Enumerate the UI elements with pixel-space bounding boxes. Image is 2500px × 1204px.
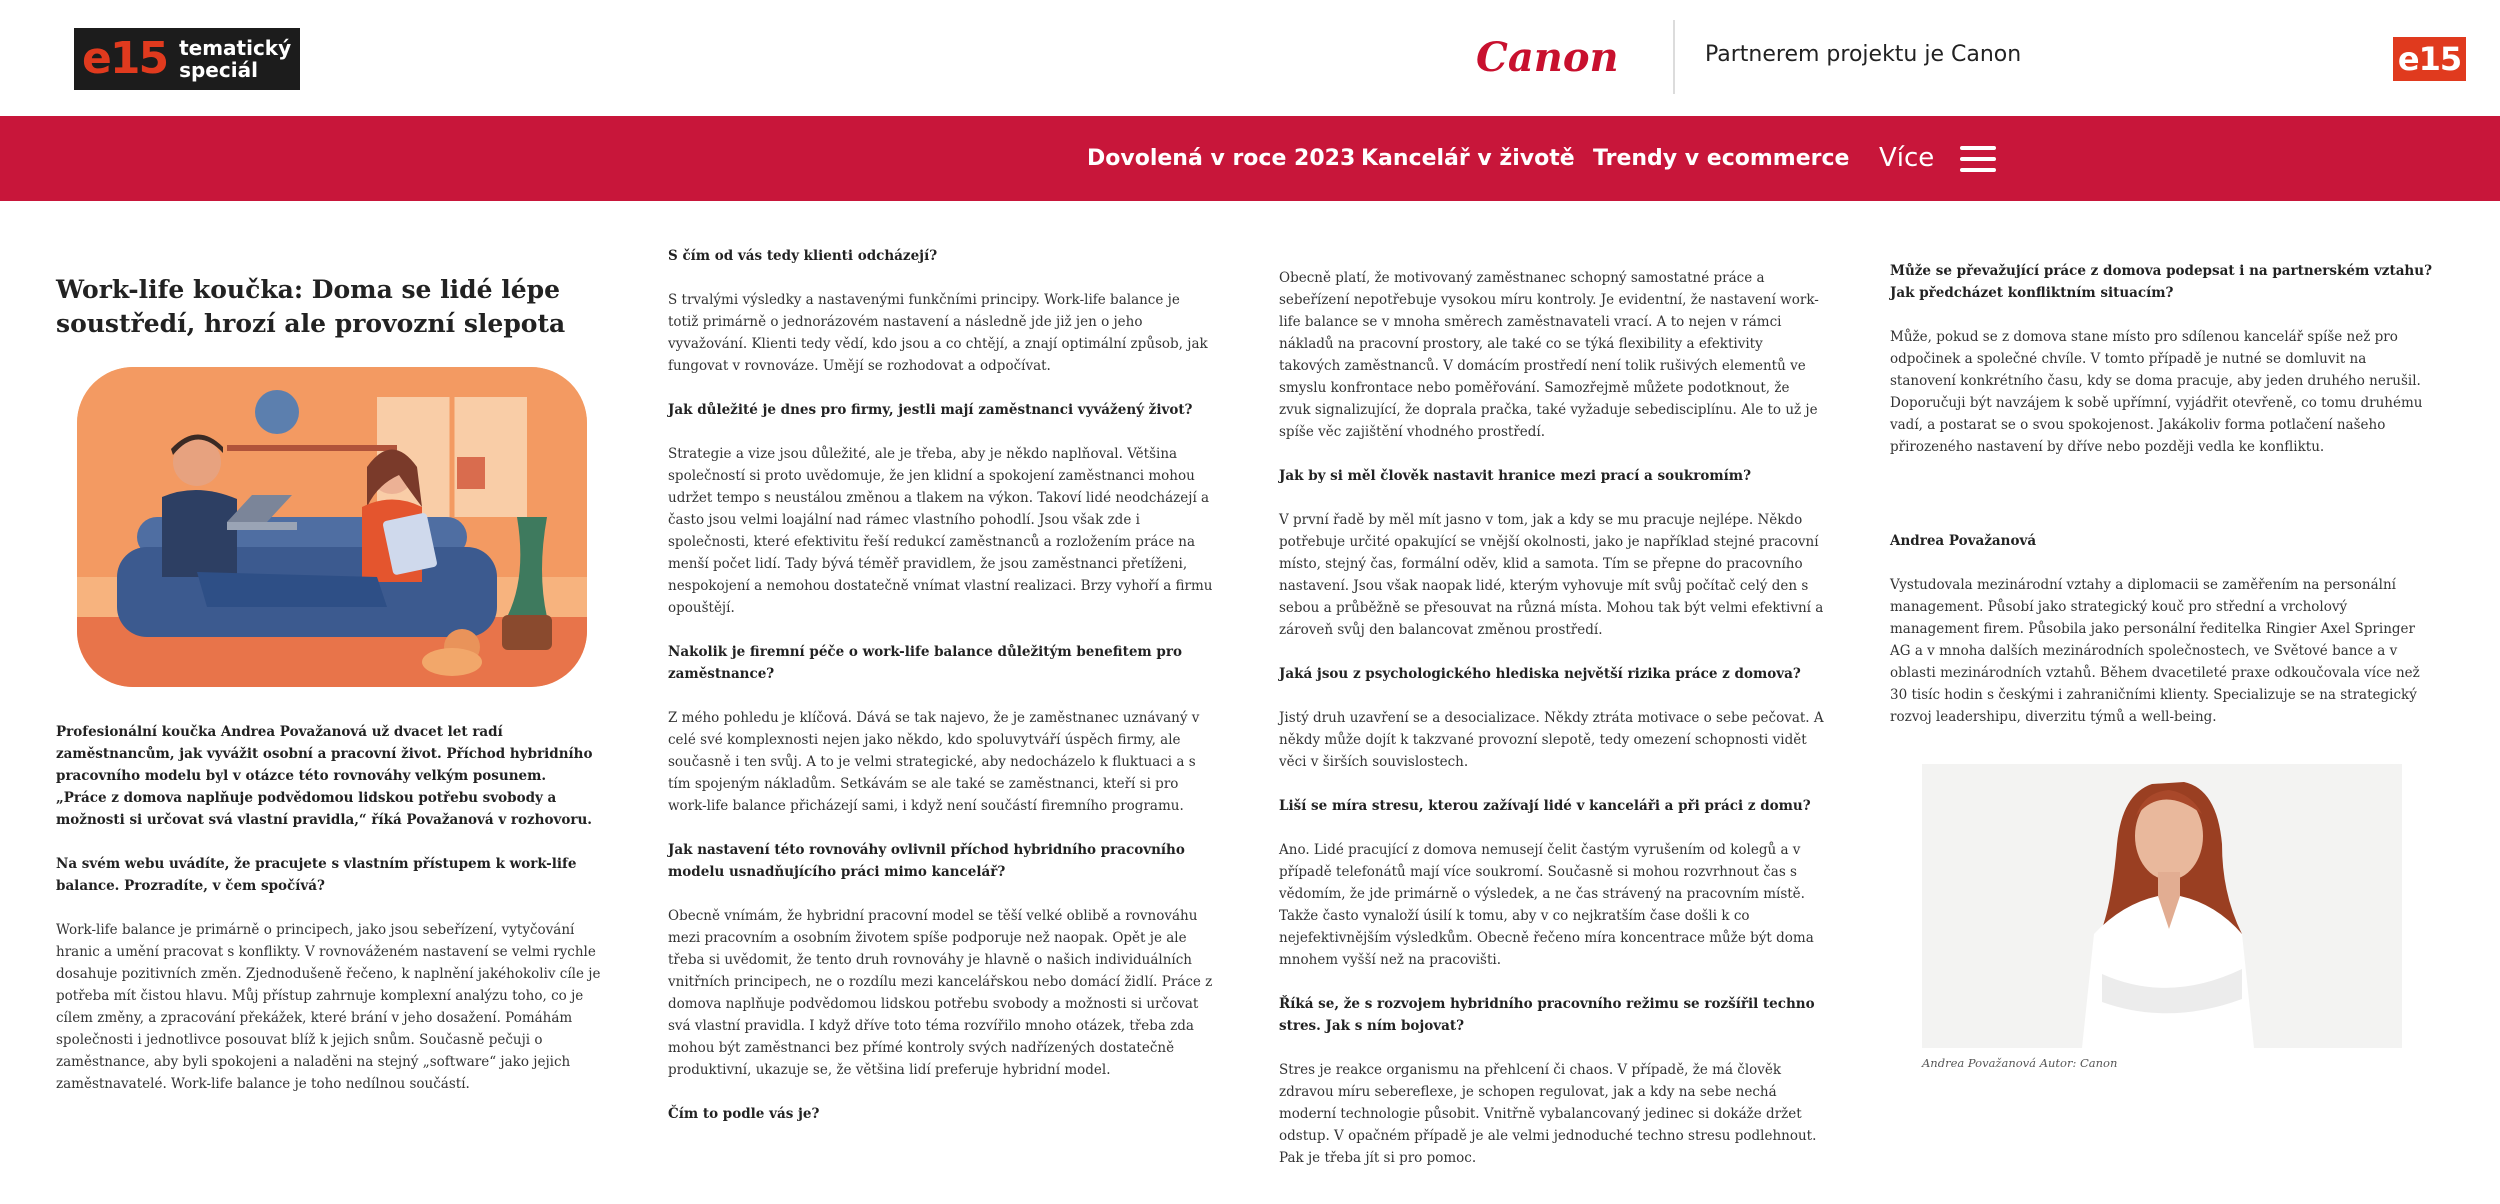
author-bio: Vystudovala mezinárodní vztahy a diplomacii se zaměřením na personální management. Působí jako strategický kouč pro střední a vrcholový management firem. Působila jako personální ředitelka Ringier Axel Springer AG a v mnoha dalších mezinárodních společnostech, ve Světové bance a v oblasti mezinárodních vztahů. Během dvacetileté praxe odkoučovala více než 30 tisíc hodin s českými i zahraničními klienty. Specializuje se na strategický rozvoj leadershipu, diverzitu týmů a well-being. xyxy=(1890,577,2420,725)
interview-question: Říká se, že s rozvojem hybridního pracovního režimu se rozšířil techno stres. Jak s ním bojovat? xyxy=(1279,996,1815,1034)
interview-answer: Ano. Lidé pracující z domova nemusejí čelit častým vyrušením od kolegů a v případě telefonátů mají více soukromí. Současně si mohou rozvrhnout čas s vědomím, že jde primárně o výsledek, a ne čas strávený na pracovním místě. Takže často vynaloží úsilí k tomu, aby v co nejkratším čase došli k co nejefektivnějším výsledkům. Obecně řečeno míra koncentrace může být doma mnohem vyšší než na pracovišti. xyxy=(1279,842,1814,968)
main-nav xyxy=(0,116,2500,201)
interview-question: S čím od vás tedy klienti odcházejí? xyxy=(668,248,938,264)
interview-question: Může se převažující práce z domova podepsat i na partnerském vztahu? Jak předcházet konfliktním situacím? xyxy=(1890,263,2432,301)
author-portrait xyxy=(1922,764,2402,1048)
article-lead: Profesionální koučka Andrea Považanová už dvacet let radí zaměstnancům, jak vyvážit osobní a pracovní život. Příchod hybridního pracovního modelu byl v otázce této rovnováhy velkým posunem. „Práce z domova naplňuje podvědomou lidskou potřebu svobody a možnosti si určovat svá vlastní pravidla,“ říká Považanová v rozhovoru. xyxy=(56,724,593,828)
column-spacer xyxy=(1890,480,2435,530)
article-column-1 xyxy=(56,245,601,1117)
article-column-3 xyxy=(1279,267,1824,1191)
interview-question: Jaká jsou z psychologického hlediska největší rizika práce z domova? xyxy=(1279,666,1801,682)
partner-text: Partnerem projektu je Canon xyxy=(1705,42,2022,67)
interview-answer: Obecně platí, že motivovaný zaměstnanec schopný samostatné práce a sebeřízení nepotřebuje vysokou míru kontroly. Je evidentní, že nastavení work-life balance se v mnoha směrech zaměstnavateli vrací. A to nejen v rámci nákladů na pracovní prostory, ale také co se týká flexibility a efektivity takových zaměstnanců. V domácím prostředí není tolik rušivých elementů ve smyslu konfrontace nebo poměřování. Samozřejmě můžete podotknout, že zvuk signalizující, že doprala pračka, také vyžaduje sebedisciplínu. Ale to už je spíše věc zajištění vhodného prostředí. xyxy=(1279,270,1819,440)
interview-answer: Stres je reakce organismu na přehlcení či chaos. V případě, že má člověk zdravou míru sebereflexe, je schopen regulovat, jak a kdy na sebe nechá moderní technologie působit. Vnitřně vybalancovaný jedinec si dokáže držet odstup. V opačném případě je ale velmi jednoduché techno stresu podlehnout. Pak je třeba jít si pro pomoc. xyxy=(1279,1062,1817,1166)
logo-subtitle xyxy=(179,37,291,81)
nav-item-kancelar[interactable]: Kancelář v životě xyxy=(1361,146,1575,171)
nav-item-dovolena[interactable]: Dovolená v roce 2023 xyxy=(1087,146,1356,171)
nav-item-trendy[interactable]: Trendy v ecommerce xyxy=(1593,146,1850,171)
interview-answer: Jistý druh uzavření se a desocializace. Někdy ztráta motivace o sebe pečovat. A někdy může dojít k takzvané provozní slepotě, tedy omezení schopnosti vidět věci v širších souvislostech. xyxy=(1279,710,1824,770)
e15-logo-mark: e15 xyxy=(82,33,168,84)
article-illustration xyxy=(77,367,587,687)
author-name: Andrea Považanová xyxy=(1890,533,2037,549)
interview-answer: Work-life balance je primárně o principech, jako jsou sebeřízení, vytyčování hranic a umění pracovat s konflikty. V rovnováženém nastavení se velmi rychle dosahuje pozitivních změn. Zjednodušeně řečeno, k naplnění jakéhokoliv cíle je potřeba mít čistou hlavu. Můj přístup zahrnuje komplexní analýzu toho, co je cílem změny, a zpracování překážek, které brání v jeho dosažení. Pomáhám společnosti i jednotlivce posouvat blíž k jejich snům. Současně pečuji o zaměstnance, aby byli spokojeni a naladěni na stejný „software“ jako jejich zaměstnavatelé. Work-life balance je toho nedílnou součástí. xyxy=(56,922,601,1092)
interview-question: Nakolik je firemní péče o work-life balance důležitým benefitem pro zaměstnance? xyxy=(668,644,1182,682)
author-photo xyxy=(1922,764,2402,1048)
interview-question: Jak nastavení této rovnováhy ovlivnil příchod hybridního pracovního modelu usnadňujícího práci mimo kancelář? xyxy=(668,842,1185,880)
interview-answer: Strategie a vize jsou důležité, ale je třeba, aby je někdo naplňoval. Většina společností si proto uvědomuje, že jen klidní a spokojení zaměstnanci mohou udržet tempo s neustálou změnou a tlakem na výkon. Takoví lidé neodcházejí a často jsou velmi loajální nad rámec vlastního pohodlí. Jsou však zde i společnosti, které efektivitu řeší redukcí zaměstnanců a rozložením práce na menší počet lidí. Tady bývá téměř pravidlem, že jsou zaměstnanci přetíženi, nespokojení a nemohou dostatečně vnímat vlastní realizaci. Brzy vyhoří a firmu opouštějí. xyxy=(668,446,1213,616)
interview-question: Liší se míra stresu, kterou zažívají lidé v kanceláři a při práci z domu? xyxy=(1279,798,1811,814)
interview-question: Jak by si měl člověk nastavit hranice mezi prací a soukromím? xyxy=(1279,468,1751,484)
logo-subtitle-line-1: tematický xyxy=(179,36,292,60)
hamburger-icon[interactable] xyxy=(1960,146,1996,172)
e15-tematicky-logo[interactable] xyxy=(74,28,300,90)
interview-answer: Může, pokud se z domova stane místo pro sdílenou kancelář spíše než pro odpočinek a společné chvíle. V tomto případě je nutné se domluvit na stanovení konkrétního času, kdy se doma pracuje, aby jeden druhého nerušil. Doporučuji být navzájem k sobě upřímní, vyjádřit otevřeně, co tomu druhému vadí, a postarat se o svou spokojenost. Jakákoliv forma potlačení našeho přirozeného nastavení by dříve nebo později vedla ke konfliktu. xyxy=(1890,329,2423,455)
work-from-home-illustration xyxy=(77,367,587,687)
photo-caption: Andrea Považanová Autor: Canon xyxy=(1922,1056,2118,1070)
article-column-2 xyxy=(668,245,1213,1147)
interview-question: Jak důležité je dnes pro firmy, jestli mají zaměstnanci vyvážený život? xyxy=(668,402,1193,418)
interview-question: Na svém webu uvádíte, že pracujete s vlastním přístupem k work-life balance. Prozradíte, v čem spočívá? xyxy=(56,856,577,894)
logo-subtitle-line-2: speciál xyxy=(179,58,258,82)
top-header xyxy=(0,0,2500,116)
article-column-4 xyxy=(1890,260,2435,1074)
interview-answer: S trvalými výsledky a nastavenými funkčními principy. Work-life balance je totiž primárně o jednorázovém nastavení a následně jde již jen o jeho vyvažování. Klienti tedy vědí, kdo jsou a co chtějí, a znají optimální způsob, jak fungovat v rovnováze. Umějí se rozhodovat a odpočívat. xyxy=(668,292,1208,374)
header-divider xyxy=(1673,20,1675,94)
interview-answer: Z mého pohledu je klíčová. Dává se tak najevo, že je zaměstnanec uznávaný v celé své komplexnosti nejen jako někdo, kdo spoluvytváří úspěch firmy, ale současně i ten svůj. A to je velmi strategické, aby nedocházelo k fluktuaci a s tím spojeným nákladům. Setkávám se ale také se zaměstnanci, kteří si pro work-life balance přicházejí sami, i když není součástí firemního programu. xyxy=(668,710,1200,814)
canon-logo[interactable]: Canon xyxy=(1476,34,1619,81)
interview-answer: V první řadě by měl mít jasno v tom, jak a kdy se mu pracuje nejlépe. Někdo potřebuje určité opakující se vnější okolnosti, jako je například stejné pracovní místo, stejný čas, formální oděv, klid a samota. Tím se přepne do pracovního nastavení. Jsou však naopak lidé, kterým vyhovuje mít svůj počítač celý den s sebou a průběžně se přesouvat na různá místa. Mohou tak být velmi efektivní a zároveň svůj den balancovat změnou prostředí. xyxy=(1279,512,1824,638)
nav-more-link[interactable]: Více xyxy=(1879,143,1935,173)
e15-logo[interactable]: e15 xyxy=(2393,37,2466,81)
interview-answer: Obecně vnímám, že hybridní pracovní model se těší velké oblibě a rovnováhu mezi pracovním a osobním životem spíše podporuje než naopak. Opět je ale třeba si uvědomit, že tento druh rovnováhy je hlavně o našich individuálních vnitřních principech, ne o rozdílu mezi kancelářskou nebo domácí židlí. Práce z domova naplňuje podvědomou lidskou potřebu svobody a možnosti si určovat svá vlastní pravidla. I když dříve toto téma rozvířilo mnoho otázek, třeba zda mohou být zaměstnanci bez přímé kontroly svých nadřízených dostatečně produktivní, ukazuje se, že většina lidí preferuje hybridní model. xyxy=(668,908,1213,1078)
article-title: Work-life koučka: Doma se lidé lépe soustředí, hrozí ale provozní slepota xyxy=(56,275,566,338)
interview-question: Čím to podle vás je? xyxy=(668,1106,820,1122)
